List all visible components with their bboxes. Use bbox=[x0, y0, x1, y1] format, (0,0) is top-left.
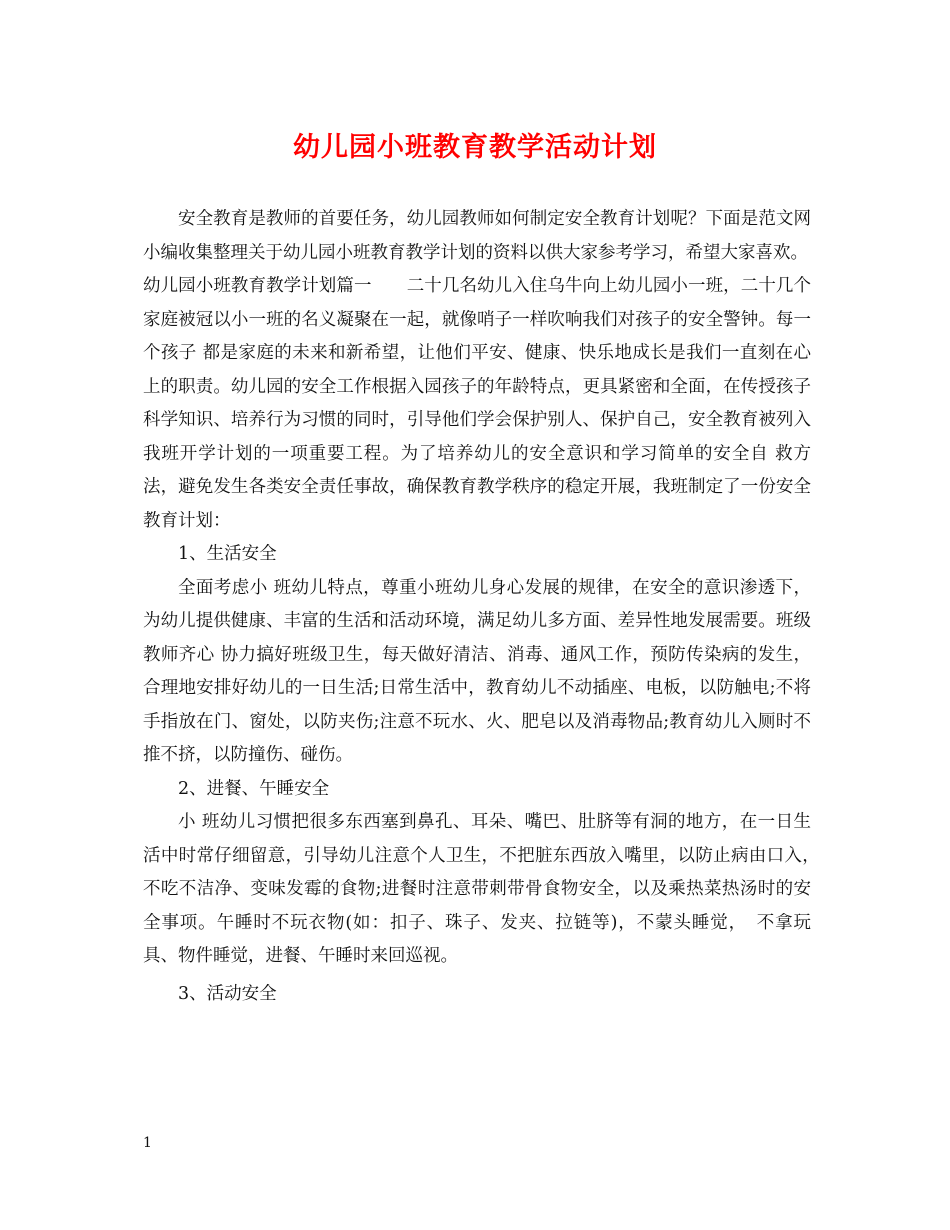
document-title: 幼儿园小班教育教学活动计划 bbox=[293, 132, 657, 163]
meal-nap-safety-paragraph: 小 班幼儿习惯把很多东西塞到鼻孔、耳朵、嘴巴、肚脐等有洞的地方，在一日生活中时常仔细留意，引导幼儿注意个人卫生，不把脏东西放入嘴里，以防止病由口入， 不吃不洁净、变味发霉的食物;进餐时注意带刺带骨食物安全，以及乘热菜热汤时的安全事项。午睡时不玩衣物(如：扣子、珠子、发夹、拉链等)，不蒙头睡觉， 不拿玩具、物件睡觉，进餐、午睡时来回巡视。 bbox=[143, 812, 829, 966]
intro-paragraph: 安全教育是教师的首要任务，幼儿园教师如何制定安全教育计划呢？下面是范文网小编收集整理关于幼儿园小班教育教学计划的资料以供大家参考学习，希望大家喜欢。 bbox=[143, 209, 811, 263]
section-heading-meal-nap-safety: 2、进餐、午睡安全 bbox=[178, 778, 330, 799]
plan-paragraph: 幼儿园小班教育教学计划篇一 二十几名幼儿入住乌牛向上幼儿园小一班，二十几个家庭被冠以小一班的名义凝聚在一起，就像哨子一样吹响我们对孩子的安全警钟。每一个孩子 都是家庭的未来和新希望，让他们平安、健康、快乐地成长是我们一直刻在心上的职责。幼儿园的安全工作根据入园孩子的年龄特点，更具紧密和全面，在传授孩子 科学知识、培养行为习惯的同时，引导他们学会保护别人、保护自己，安全教育被列入我班开学计划的一项重要工程。为了培养幼儿的安全意识和学习简单的安全自 救方法，避免发生各类安全责任事故，确保教育教学秩序的稳定开展，我班制定了一份安全教育计划： bbox=[143, 276, 811, 531]
document-body bbox=[143, 203, 829, 1011]
section-heading-life-safety: 1、生活安全 bbox=[178, 544, 277, 564]
page-number: 1 bbox=[143, 1135, 152, 1151]
life-safety-paragraph: 全面考虑小 班幼儿特点，尊重小班幼儿身心发展的规律，在安全的意识渗透下，为幼儿提供健康、丰富的生活和活动环境，满足幼儿多方面、差异性地发展需要。班级教师齐心 协力搞好班级卫生，每天做好清洁、消毒、通风工作，预防传染病的发生，合理地安排好幼儿的一日生活;日常生活中，教育幼儿不动插座、电板，以防触电;不将 手指放在门、窗处，以防夹伤;注意不玩水、火、肥皂以及消毒物品;教育幼儿入厕时不推不挤，以防撞伤、碰伤。 bbox=[143, 577, 811, 765]
section-heading-activity-safety: 3、活动安全 bbox=[178, 983, 277, 1004]
